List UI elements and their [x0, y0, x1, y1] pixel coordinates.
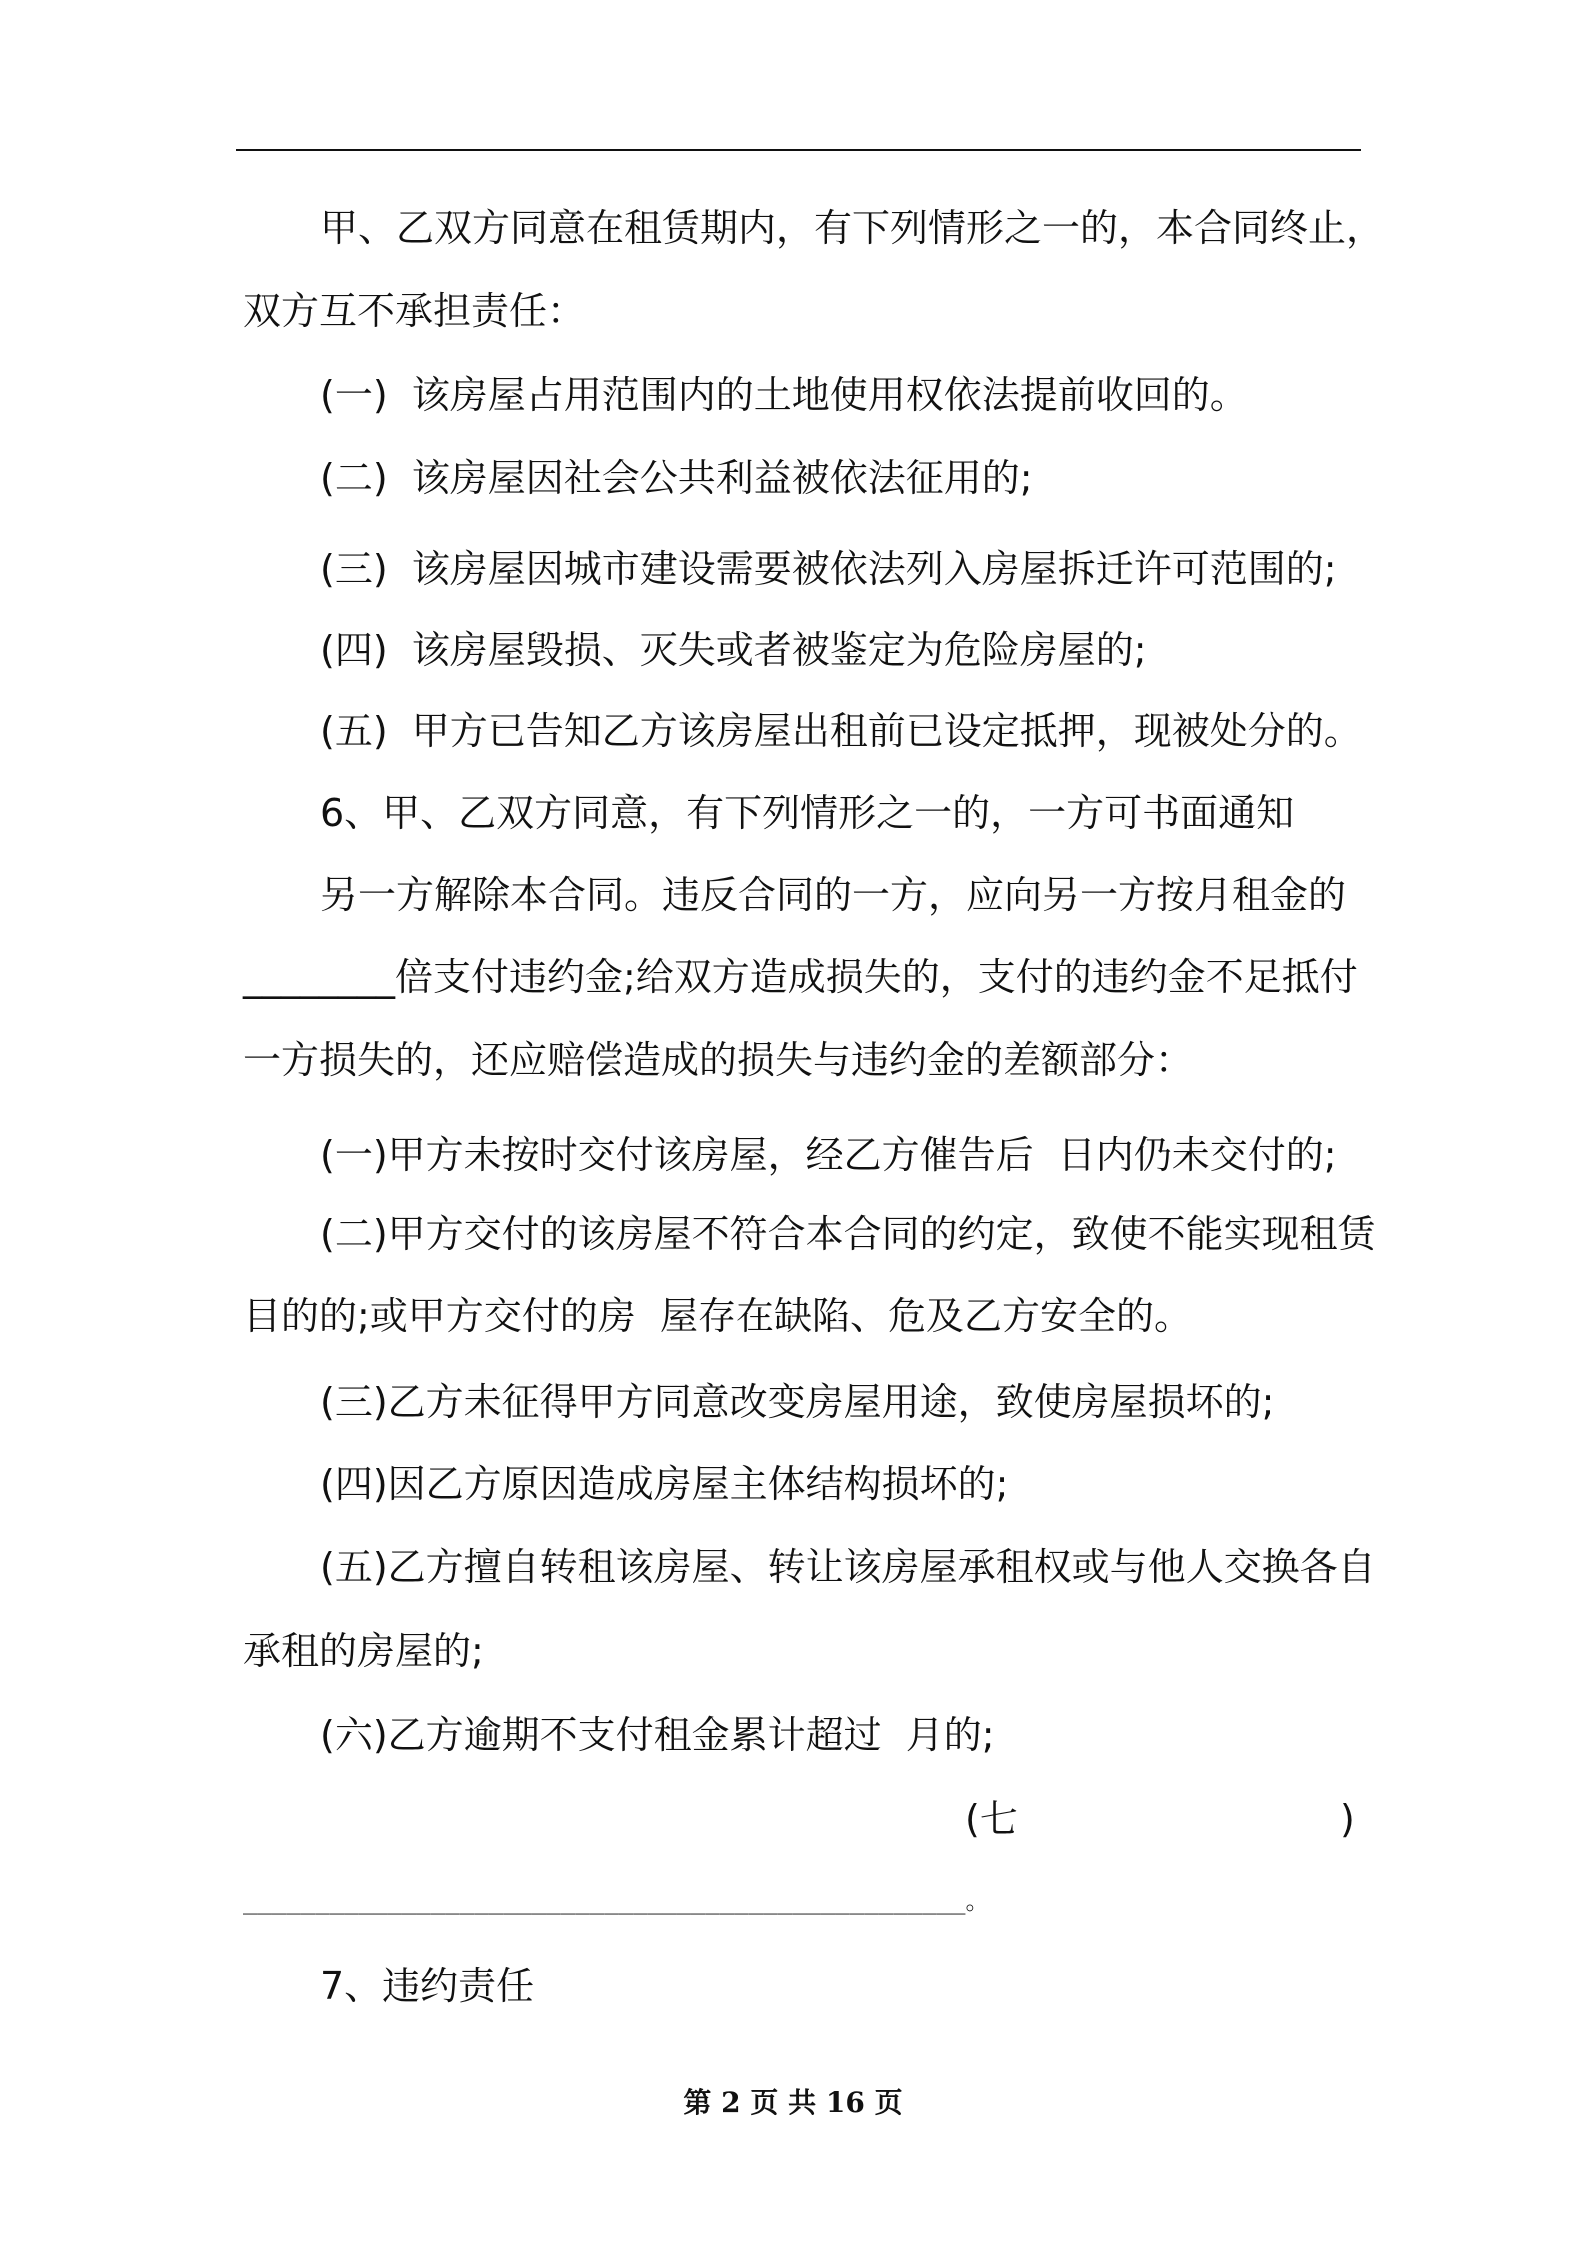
list-item: (六)乙方逾期不支付租金累计超过 月的;: [320, 1713, 995, 1757]
header-rule: [236, 149, 1361, 151]
paragraph-line: 6、甲、乙双方同意，有下列情形之一的，一方可书面通知: [320, 791, 1295, 835]
list-item-end: ): [1340, 1797, 1355, 1841]
list-item: (三)乙方未征得甲方同意改变房屋用途，致使房屋损坏的;: [320, 1380, 1275, 1424]
section-heading: 7、违约责任: [320, 1964, 535, 2008]
list-item: (一)甲方未按时交付该房屋，经乙方催告后 日内仍未交付的;: [320, 1133, 1337, 1177]
list-item: (三) 该房屋因城市建设需要被依法列入房屋拆迁许可范围的;: [320, 547, 1337, 591]
list-item-start: (七: [965, 1797, 1018, 1841]
paragraph-line: 双方互不承担责任：: [243, 289, 586, 333]
paragraph-line: 甲、乙双方同意在租赁期内，有下列情形之一的，本合同终止，: [320, 206, 1385, 250]
list-item: (二) 该房屋因社会公共利益被依法征用的;: [320, 456, 1033, 500]
blank-fill-line: __________________________________________________。: [243, 1887, 990, 1915]
paragraph-line: 另一方解除本合同。违反合同的一方，应向另一方按月租金的: [320, 873, 1347, 917]
list-item: (五)乙方擅自转租该房屋、转让该房屋承租权或与他人交换各自: [320, 1545, 1376, 1589]
paragraph-line: 目的的;或甲方交付的房 屋存在缺陷、危及乙方安全的。: [243, 1294, 1192, 1338]
paragraph-line: 承租的房屋的;: [243, 1629, 484, 1673]
paragraph-line: ________倍支付违约金;给双方造成损失的，支付的违约金不足抵付: [243, 955, 1358, 999]
list-item: (四) 该房屋毁损、灭失或者被鉴定为危险房屋的;: [320, 628, 1147, 672]
list-item: (二)甲方交付的该房屋不符合本合同的约定，致使不能实现租赁: [320, 1212, 1376, 1256]
list-item: (四)因乙方原因造成房屋主体结构损坏的;: [320, 1462, 1009, 1506]
list-item: (一) 该房屋占用范围内的土地使用权依法提前收回的。: [320, 373, 1248, 417]
page-number: 第 2 页 共 16 页: [683, 2086, 903, 2119]
paragraph-line: 一方损失的，还应赔偿造成的损失与违约金的差额部分：: [243, 1038, 1194, 1082]
list-item: (五) 甲方已告知乙方该房屋出租前已设定抵押，现被处分的。: [320, 709, 1362, 753]
